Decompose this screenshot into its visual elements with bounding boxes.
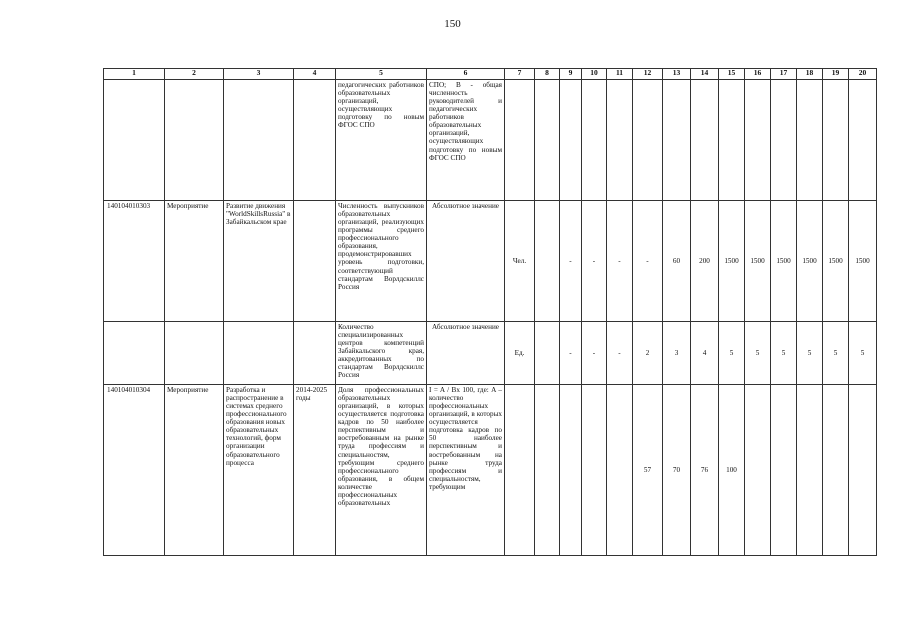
col-header: 16: [745, 69, 771, 80]
cell-value: -: [607, 322, 633, 385]
table-row: [104, 80, 877, 201]
cell-value: [797, 385, 823, 556]
col-header: 7: [505, 69, 535, 80]
cell-value: 1500: [719, 201, 745, 322]
cell-value: [560, 80, 582, 201]
cell-unit: Ед.: [505, 322, 535, 385]
cell-value: [849, 80, 877, 201]
cell-value: 3: [663, 322, 691, 385]
col-header: 9: [560, 69, 582, 80]
cell-period: [294, 80, 336, 201]
cell-value: [771, 385, 797, 556]
cell-value: 5: [771, 322, 797, 385]
table-row: [104, 201, 877, 322]
cell-value: -: [633, 201, 663, 322]
cell-indicator: педагогических работников образовательных организаций, осуществляющих подготовку по новым ФГОС СПО: [336, 80, 427, 201]
cell-value: [535, 80, 560, 201]
cell-value: [745, 80, 771, 201]
cell-type: Мероприятие: [165, 201, 224, 322]
table-row: [104, 385, 877, 556]
cell-value: [535, 201, 560, 322]
cell-value: [663, 80, 691, 201]
cell-value: 60: [663, 201, 691, 322]
cell-code: 140104010303: [104, 201, 165, 322]
cell-value: 2: [633, 322, 663, 385]
cell-unit: [505, 80, 535, 201]
cell-period: [294, 322, 336, 385]
cell-method: СПО; В - общая численность руководителей и педагогических работников образовательных организаций, осуществляющих подготовку по новым ФГОС СПО: [427, 80, 505, 201]
cell-value: [633, 80, 663, 201]
cell-value: 4: [691, 322, 719, 385]
cell-value: 5: [719, 322, 745, 385]
cell-value: [582, 80, 607, 201]
col-header: 4: [294, 69, 336, 80]
cell-value: 1500: [823, 201, 849, 322]
cell-value: [797, 80, 823, 201]
cell-value: 5: [797, 322, 823, 385]
page-number: 150: [444, 18, 461, 30]
cell-period: 2014-2025 годы: [294, 385, 336, 556]
cell-value: 100: [719, 385, 745, 556]
table-row: [104, 322, 877, 385]
col-header: 3: [224, 69, 294, 80]
cell-value: 5: [849, 322, 877, 385]
cell-type: [165, 322, 224, 385]
cell-value: 1500: [771, 201, 797, 322]
cell-code: [104, 322, 165, 385]
cell-value: [745, 385, 771, 556]
cell-value: [535, 322, 560, 385]
cell-type: [165, 80, 224, 201]
cell-method: Абсолютное значение: [427, 201, 505, 322]
cell-value: [691, 80, 719, 201]
col-header: 11: [607, 69, 633, 80]
cell-value: -: [607, 201, 633, 322]
cell-value: [560, 385, 582, 556]
cell-value: 1500: [745, 201, 771, 322]
cell-value: 200: [691, 201, 719, 322]
cell-type: Мероприятие: [165, 385, 224, 556]
col-header: 5: [336, 69, 427, 80]
cell-value: [823, 80, 849, 201]
cell-code: 140104010304: [104, 385, 165, 556]
cell-unit: Чел.: [505, 201, 535, 322]
cell-value: -: [560, 322, 582, 385]
col-header: 13: [663, 69, 691, 80]
cell-name: Разработка и распространение в системах среднего профессионального образования новых образовательных технологий, форм организации образовательного процесса: [224, 385, 294, 556]
indicators-table: [103, 68, 877, 556]
col-header: 1: [104, 69, 165, 80]
cell-indicator: Количество специализированных центров компетенций Забайкальского края, аккредитованных по стандартам Ворлдскиллс Россия: [336, 322, 427, 385]
cell-value: 1500: [797, 201, 823, 322]
cell-value: -: [582, 201, 607, 322]
col-header: 6: [427, 69, 505, 80]
cell-value: 5: [745, 322, 771, 385]
cell-value: [607, 80, 633, 201]
cell-value: [535, 385, 560, 556]
cell-value: [771, 80, 797, 201]
cell-value: -: [560, 201, 582, 322]
cell-name: [224, 322, 294, 385]
cell-indicator: Доля профессиональных образовательных организаций, в которых осуществляется подготовка кадров по 50 наиболее перспективным и востребованным на рынке труда профессиям и специальностям, требующим среднего профессионального образования, в общем количестве профессиональных образовательных: [336, 385, 427, 556]
col-header: 18: [797, 69, 823, 80]
col-header: 14: [691, 69, 719, 80]
cell-unit: [505, 385, 535, 556]
col-header: 17: [771, 69, 797, 80]
cell-indicator: Численность выпускников образовательных организаций, реализующих программы среднего профессионального образования, продемонстрировавших уровень подготовки, соответствующий стандартам Ворлдскиллс Россия: [336, 201, 427, 322]
cell-value: 76: [691, 385, 719, 556]
col-header: 2: [165, 69, 224, 80]
col-header: 12: [633, 69, 663, 80]
col-header: 8: [535, 69, 560, 80]
cell-value: [582, 385, 607, 556]
cell-value: 70: [663, 385, 691, 556]
cell-value: 5: [823, 322, 849, 385]
col-header: 20: [849, 69, 877, 80]
cell-period: [294, 201, 336, 322]
cell-name: [224, 80, 294, 201]
cell-method: Абсолютное значение: [427, 322, 505, 385]
cell-value: 57: [633, 385, 663, 556]
cell-method: I = A / Bх 100, где: A – количество профессиональных организаций, в которых осуществляется подготовка кадров по 50 наиболее перспективным и востребованным на рынке труда профессиям и специальностям, требующим: [427, 385, 505, 556]
cell-value: [719, 80, 745, 201]
cell-name: Развитие движения "WorldSkillsRussia" в Забайкальском крае: [224, 201, 294, 322]
col-header: 15: [719, 69, 745, 80]
cell-value: [849, 385, 877, 556]
cell-value: [823, 385, 849, 556]
cell-value: -: [582, 322, 607, 385]
col-header: 10: [582, 69, 607, 80]
cell-code: [104, 80, 165, 201]
col-header: 19: [823, 69, 849, 80]
header-row: [104, 69, 877, 80]
cell-value: [607, 385, 633, 556]
cell-value: 1500: [849, 201, 877, 322]
